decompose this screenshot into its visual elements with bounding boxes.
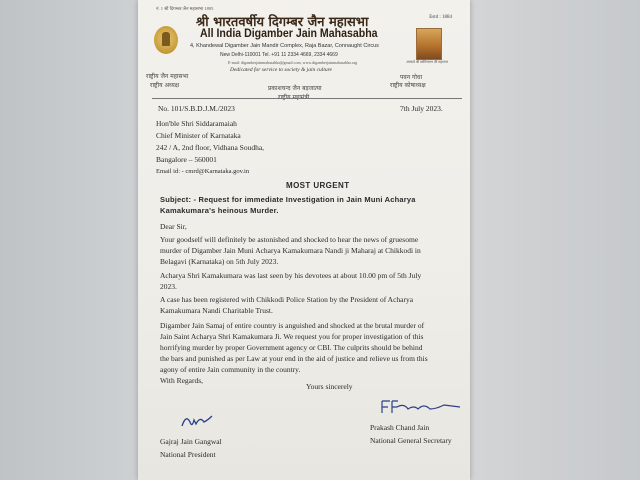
background-left [0, 0, 140, 480]
para4-line: Digamber Jain Samaj of entire country is anguished and shocked at the brutal murder of [160, 321, 425, 330]
para3-line: A case has been registered with Chikkodi Police Station by the President of Acharya [160, 295, 414, 304]
president-name: Gajraj Jain Gangwal [160, 437, 222, 446]
org-address: 4, Khandewal Digamber Jain Mandir Complex, Raja Bazar, Connaught Circus [190, 43, 379, 49]
para4-line: horrifying murder by proper Government agency or CBI. The culprits should be behind [160, 343, 423, 352]
salutation: Dear Sir, [160, 222, 187, 231]
background-right [465, 0, 640, 480]
recipient-line: Hon'ble Shri Siddaramaiah [156, 119, 237, 128]
mahasabha-logo-icon [154, 26, 178, 54]
secretary-name: Prakash Chand Jain [370, 423, 430, 432]
para1-line: murder of Digamber Jain Muni Acharya Kamakumara Nandi ji Maharaj at Chikkodi in [160, 246, 421, 255]
subject-line: Kamakumara's heinous Murder. [160, 206, 279, 215]
para2-line: Acharya Shri Kamakumara was last seen by his devotees at about 10.00 pm of 5th July [160, 271, 422, 280]
urgency-heading: MOST URGENT [286, 181, 350, 190]
president-title: National President [160, 450, 216, 459]
para4-line: Jain Saint Acharya Shri Kamakumara Ji. We request you for proper investigation of this [160, 332, 424, 341]
office-middle-line1: प्रकाशचन्द जैन बड़जात्या [268, 85, 322, 92]
recipient-email: Email id: - cmrd@Karnataka.gov.in [156, 168, 250, 175]
letterhead-divider [152, 98, 462, 99]
para4-line: agony of entire Jain community in the country. [160, 365, 301, 374]
org-title-english: All India Digamber Jain Mahasabha [200, 28, 378, 40]
para2-line: 2023. [160, 282, 177, 291]
office-middle-line2: राष्ट्रीय महामंत्री [278, 94, 310, 101]
letter-date: 7th July 2023. [400, 104, 443, 113]
letterhead-estd: Estd : 1884 [429, 15, 452, 20]
recipient-line: Bangalore – 560001 [156, 155, 217, 164]
president-signature-icon [178, 410, 218, 432]
subject-line: Subject: - Request for immediate Investigation in Jain Muni Acharya [160, 195, 416, 204]
org-email-web: E-mail: digamberjainmahasabha@gmail.com, www.digamberjainmahasabha.org [228, 60, 358, 65]
org-phone: New Delhi-110001 Tel. +91 11 2334 4669, 2334 4669 [220, 52, 338, 58]
org-title-hindi: श्री भारतवर्षीय दिगम्बर जैन महासभा [196, 15, 369, 30]
para4-line: the bars and punished as per Law at your end in the aid of justice and relieve us from this [160, 354, 428, 363]
recipient-line: Chief Minister of Karnataka [156, 131, 241, 140]
portrait-caption: आचार्य श्री शांतिसागर जी महाराज [406, 60, 448, 64]
para1-line: Your goodself will definitely be astonished and shocked to hear the news of gruesome [160, 235, 419, 244]
office-left-line1: राष्ट्रीय जैन महासभा [146, 73, 189, 80]
secretary-signature-icon [374, 397, 464, 419]
letter-page [138, 0, 470, 480]
recipient-line: 242 / A, 2nd floor, Vidhana Soudha, [156, 143, 265, 152]
para3-line: Kamakumara Nandi Charitable Trust. [160, 306, 273, 315]
reference-number: No. 101/S.B.D.J.M./2023 [158, 104, 235, 113]
acharya-portrait-icon [416, 28, 442, 60]
office-right-line1: पवन गोधा [400, 74, 423, 81]
org-tagline: Dedicated for service to society & jain culture [230, 67, 332, 73]
office-right-line2: राष्ट्रीय कोषाध्यक्ष [390, 82, 426, 89]
closing: With Regards, [160, 376, 204, 385]
para1-line: Belagavi (Karnataka) on 5th July 2023. [160, 257, 279, 266]
letterhead-top-note: नं. 1 श्री दिगम्बर जैन महासभा 1895 [156, 6, 214, 11]
yours-sincerely: Yours sincerely [306, 382, 353, 391]
office-left-line2: राष्ट्रीय अध्यक्ष [150, 82, 180, 89]
secretary-title: National General Secretary [370, 436, 452, 445]
